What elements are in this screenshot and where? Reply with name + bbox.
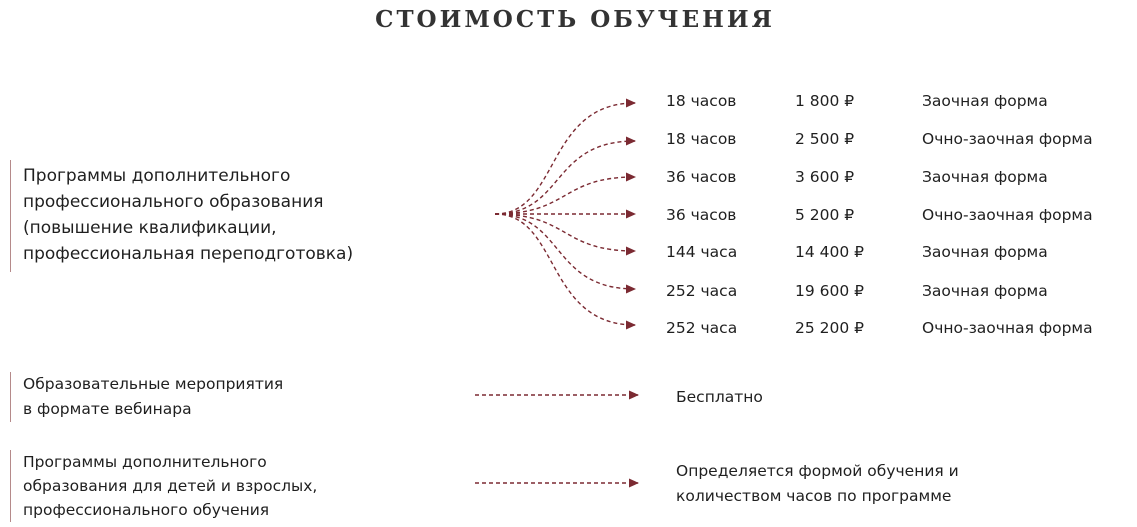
option-form: Заочная форма <box>922 92 1048 110</box>
option-hours: 36 часов <box>666 206 737 224</box>
option-price: 1 800 ₽ <box>795 92 855 110</box>
option-price: 3 600 ₽ <box>795 168 855 186</box>
option-form: Заочная форма <box>922 168 1048 186</box>
option-price: 5 200 ₽ <box>795 206 855 224</box>
option-form: Очно-заочная форма <box>922 206 1093 224</box>
option-price: 19 600 ₽ <box>795 282 865 300</box>
webinars-line: Образовательные мероприятия <box>23 375 284 393</box>
option-hours: 36 часов <box>666 168 737 186</box>
kids-programs-result-line: Определяется формой обучения и <box>676 462 959 480</box>
option-form: Заочная форма <box>922 282 1048 300</box>
webinars-line: в формате вебинара <box>23 400 192 418</box>
program-dpo-line: Программы дополнительного <box>23 166 291 186</box>
option-form: Очно-заочная форма <box>922 319 1093 337</box>
branch-arrow <box>495 214 635 325</box>
program-dpo-line: профессиональная переподготовка) <box>23 244 354 264</box>
branch-arrow <box>495 214 635 289</box>
branch-arrow <box>495 103 635 214</box>
webinars-result-text: Бесплатно <box>676 388 763 406</box>
kids-programs-line: Программы дополнительного <box>23 453 267 471</box>
option-form: Заочная форма <box>922 243 1048 261</box>
kids-programs-line: образования для детей и взрослых, <box>23 477 318 495</box>
program-dpo-line: (повышение квалификации, <box>23 218 277 238</box>
option-hours: 252 часа <box>666 282 738 300</box>
option-hours: 18 часов <box>666 92 737 110</box>
kids-programs-line: профессионального обучения <box>23 501 270 519</box>
option-hours: 144 часа <box>666 243 738 261</box>
option-price: 2 500 ₽ <box>795 130 855 148</box>
option-form: Очно-заочная форма <box>922 130 1093 148</box>
page-title: СТОИМОСТЬ ОБУЧЕНИЯ <box>375 6 775 33</box>
option-hours: 18 часов <box>666 130 737 148</box>
option-price: 14 400 ₽ <box>795 243 865 261</box>
option-price: 25 200 ₽ <box>795 319 865 337</box>
program-dpo-line: профессионального образования <box>23 192 324 212</box>
kids-programs-result-line: количеством часов по программе <box>676 487 952 505</box>
option-hours: 252 часа <box>666 319 738 337</box>
